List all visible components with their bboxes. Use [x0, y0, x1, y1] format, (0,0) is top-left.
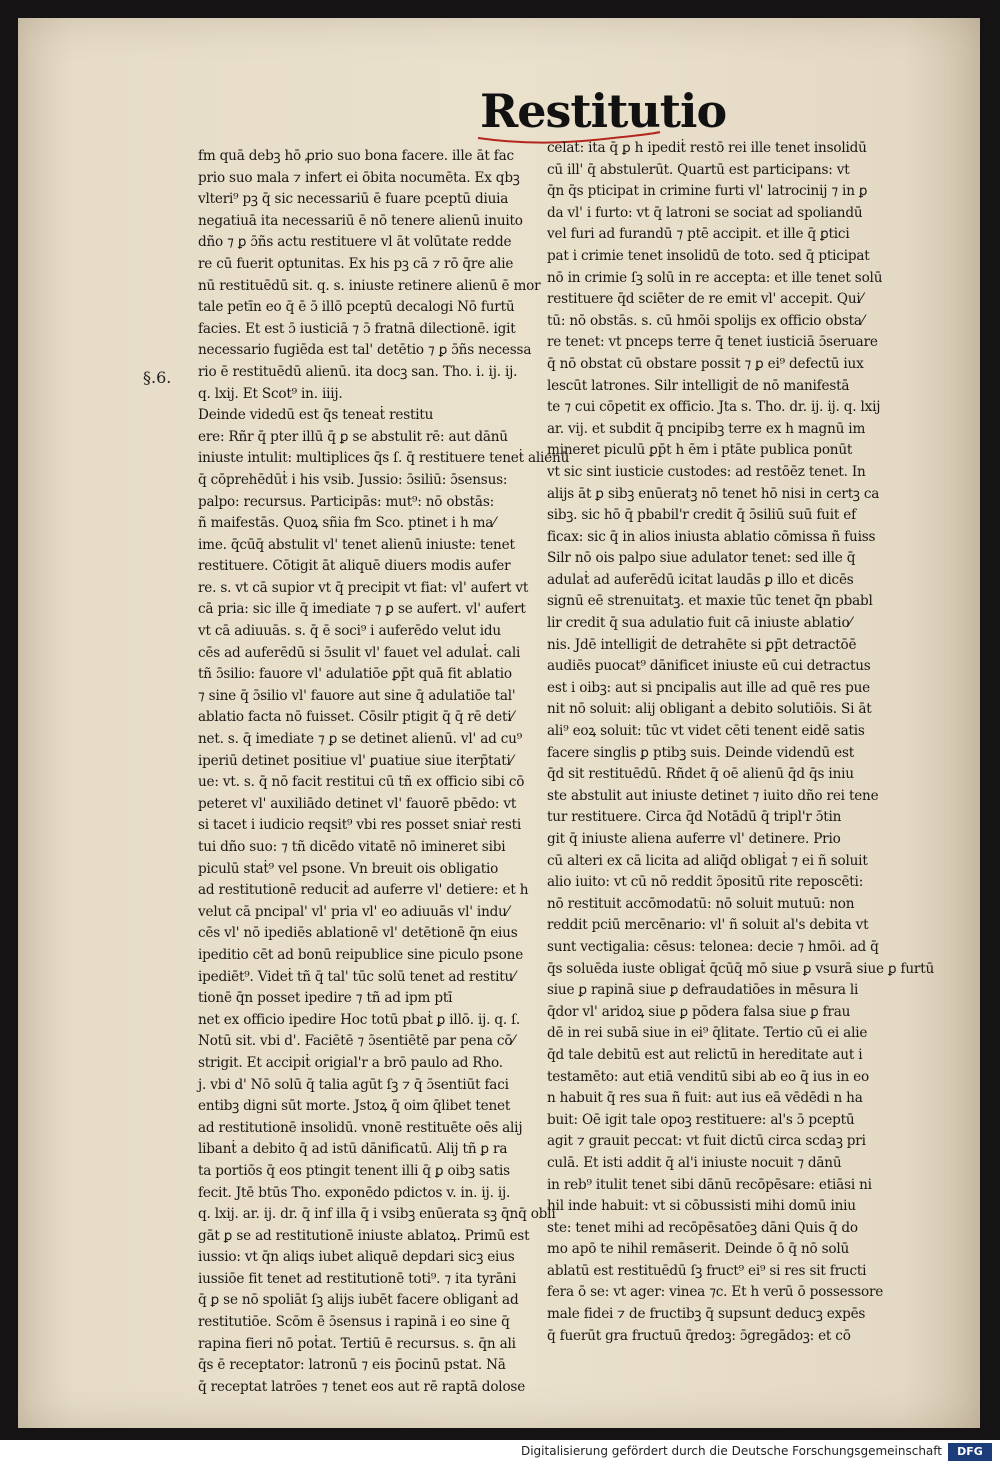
text-line: q̄ receptat latrōes ⁊ tenet eos aut rē raptā dolose	[198, 1378, 526, 1395]
text-line: re tenet: vt pnceps terre q̄ tenet iusticiā ɔ̄seruare	[547, 334, 878, 351]
text-line: q̄n q̄s pticipat in crimine furti vl' latrocinij ⁊ in ꝑ	[547, 183, 868, 200]
text-line: rapina fieri nō poṫat. Tertiū ē recursus. s. q̄n ali	[198, 1335, 516, 1352]
text-line: q̄d sit restituēdū. Rñdet q̄ oē alienū q̄d q̄s iniu	[547, 766, 854, 783]
text-line: dño ⁊ ꝑ ɔ̄ñs actu restituere vl āt volūtate redde	[198, 234, 512, 251]
text-line: ali⁹ eoꝝ soluit: tūc vt videt cēti tenent eidē satis	[547, 723, 865, 740]
text-line: alio iuito: vt cū nō reddit ɔ̄positū rite reposcēti:	[547, 874, 864, 891]
text-line: n habuit q̄ res sua ñ fuit: aut ius eā vēdēdi n ha	[547, 1090, 863, 1107]
text-line: dē in rei subā siue in ei⁹ q̄litate. Tertio cū ei alie	[547, 1025, 868, 1042]
text-line: q̄dor vl' aridoꝝ siue ꝑ pōdera falsa siue ꝑ frau	[547, 1003, 851, 1020]
text-line: negatiuā ita necessariū ē nō tenere alienū inuito	[198, 212, 523, 229]
text-line: buit: Oē igit tale opoꝫ restituere: al's ɔ̄ pceptū	[547, 1111, 855, 1128]
text-line: ad restitutionē insolidū. vnonē restituēte oēs alij	[198, 1119, 523, 1136]
text-line: ad restitutionē reduciṫ ad auferre vl' detiere: et h	[198, 882, 529, 899]
text-line: ste abstulit aut iniuste detinet ⁊ iuito dño rei tene	[547, 787, 879, 804]
text-line: q̄ cōprehēdūṫ i his vsib. Jussio: ɔ̄siliū: ɔ̄sensus:	[198, 471, 508, 488]
text-line: te ⁊ cui cōpetit ex officio. Jta s. Tho. dr. ij. ij. q. lxij	[547, 399, 881, 416]
funding-notice: Digitalisierung gefördert durch die Deutsche Forschungsgemeinschaft	[520, 1444, 942, 1458]
text-line: velut cā pncipal' vl' pria vl' eo adiuuās vl' indu⁄	[198, 903, 509, 920]
text-line: sibꝫ. sic hō q̄ pbabil'r credit q̄ ɔ̄siliū suū fuit ef	[547, 507, 856, 524]
text-line: nō in crimie ſꝫ solū in re accepta: et ille tenet solū	[547, 269, 883, 286]
text-line: q̄ fuerūt gra fructuū q̄redoꝫ: ɔ̄gregādoꝫ: et cō	[547, 1327, 851, 1344]
text-line: rio ē restituēdū alienū. ita docꝫ san. Tho. i. ij. ij.	[198, 363, 518, 380]
text-line: cēs ad auferēdū si ɔ̄sulit vl' fauet vel adulaṫ. cali	[198, 644, 521, 661]
text-line: ta portiōs q̄ eos ptingit tenent illi q̄ ꝑ oibꝫ satis	[198, 1162, 510, 1179]
text-line: nō restituit accōmodatū: nō soluit mutuū: non	[547, 895, 855, 912]
text-line: git q̄ iniuste aliena auferre vl' detinere. Prio	[547, 831, 841, 847]
text-line: da vl' i furto: vt q̄ latroni se sociat ad spoliandū	[547, 204, 863, 221]
text-line: j. vbi d' Nō solū q̄ talia agūt ſꝫ ⁊ q̄ ɔ̄sentiūt faci	[198, 1076, 509, 1093]
text-line: necessario fugiēda est tal' detētio ⁊ ꝑ ɔ̄ñs necessa	[198, 342, 532, 359]
text-line: fm quā debꝫ hō ꝓrio suo bona facere. ille āt fac	[198, 148, 514, 164]
text-line: ipediēt⁹. Videṫ tñ q̄ tal' tūc solū tenet ad restitu⁄	[198, 968, 516, 985]
text-line: iperiū detinet positiue vl' ꝑuatiue siue iterp̄tati⁄	[198, 752, 513, 769]
text-line: culā. Et isti addit q̄ al'i iniuste nocuit ⁊ dānū	[547, 1154, 842, 1171]
text-line: nū restituēdū sit. q. s. iniuste retinere alienū ē mor	[198, 277, 541, 294]
text-line: vt sic sint iusticie custodes: ad restōēz tenet. In	[547, 463, 866, 480]
text-line: q̄d tale debitū est aut relictū in hereditate aut i	[547, 1046, 863, 1063]
text-line: facere singlis ꝑ ptibꝫ suis. Deinde videndū est	[547, 744, 855, 761]
text-line: ficax: sic q̄ in alios iniusta ablatio cōmissa ñ fuiss	[547, 528, 876, 545]
text-line: nit nō soluit: alij obliganṫ a debito solutiōis. Si āt	[547, 701, 872, 718]
text-line: q. lxij. Et Scot⁹ in. iiij.	[198, 385, 343, 402]
text-line: Silr nō ois palpo siue adulator tenet: sed ille q̄	[547, 550, 856, 567]
text-line: cū alteri ex cā licita ad aliq̄d obligaṫ ⁊ ei ñ soluit	[547, 852, 868, 869]
text-line: re. s. vt cā supior vt q̄ precipit vt fiat: vl' aufert vt	[198, 579, 529, 596]
text-line: tionē q̄n posset ipedire ⁊ tñ ad ipm ptī	[198, 990, 453, 1007]
text-line: si tacet i iudicio reqsit⁹ vbi res posset sniaṙ resti	[198, 817, 522, 834]
text-line: ime. q̄cūq̄ abstulit vl' tenet alienū iniuste: tenet	[198, 536, 515, 553]
text-line: mineret piculū ꝑp̄t h ēm i ptāte publica ponūt	[547, 442, 853, 459]
text-line: vt cā adiuuās. s. q̄ ē soci⁹ i auferēdo velut idu	[198, 623, 501, 640]
text-line: sunt vectigalia: cēsus: telonea: decie ⁊ hmōi. ad q̄	[547, 938, 879, 955]
text-line: iniuste intulit: multiplices q̄s ſ. q̄ restituere teneṫ alienū	[198, 450, 570, 467]
text-line: est i oibꝫ: aut si pncipalis aut ille ad quē res pue	[547, 679, 871, 696]
left-text-column	[198, 146, 570, 1398]
text-line: testamēto: aut etiā venditū sibi ab eo q̄ ius in eo	[547, 1068, 869, 1085]
text-line: celat: ita q̄ ꝑ h ipediṫ restō rei ille tenet insolidū	[547, 140, 867, 156]
text-line: vel furi ad furandū ⁊ ptē accipit. et ille q̄ ꝑtici	[547, 226, 850, 243]
text-line: tur restituere. Circa q̄d Notādū q̄ tripl'r ɔ̄tin	[547, 809, 842, 826]
text-line: restitutiōe. Scōm ē ɔ̄sensus i rapinā i eo sine q̄	[198, 1314, 510, 1331]
footer-bar	[0, 1440, 1000, 1466]
text-line: mo apō te nihil remāserit. Deinde ō q̄ nō solū	[547, 1241, 850, 1258]
text-line: peteret vl' auxiliādo detinet vl' fauorē pbēdo: vt	[198, 795, 517, 812]
text-line: agit ⁊ grauit peccat: vt fuit dictū circa scdaꝫ pri	[547, 1133, 866, 1150]
text-line: facies. Et est ɔ̄ iusticiā ⁊ ɔ̄ fratnā dilectionē. igit	[198, 320, 516, 337]
text-line: Notū sit. vbi d'. Faciētē ⁊ ɔ̄sentiētē par pena cō⁄	[198, 1033, 515, 1050]
text-line: vlteri⁹ pꝫ q̄ sic necessariū ē fuare pceptū diuia	[198, 191, 509, 208]
text-line: strigit. Et accipiṫ origial'r a brō paulo ad Rho.	[198, 1054, 503, 1071]
text-line: prio suo mala ⁊ infert ei ōbita nocumēta. Ex qbꝫ	[198, 169, 520, 186]
text-line: ⁊ sine q̄ ɔ̄silio vl' fauore aut sine q̄ adulatiōe tal'	[198, 687, 516, 704]
text-line: ablatio facta nō fuisset. Cōsilr ptigit q̄ q̄ rē deti⁄	[198, 709, 514, 726]
text-line: lir credit q̄ sua adulatio fuit cā iniuste ablatio⁄	[547, 615, 852, 632]
text-line: ar. vij. et subdit q̄ pncipibꝫ terre ex h magnū im	[547, 420, 866, 437]
text-line: ñ maifestās. Quoꝝ sñia fm Sco. ptinet i h ma⁄	[198, 515, 496, 532]
text-line: cēs vl' nō ipediēs ablationē vl' detētionē q̄n eius	[198, 925, 518, 942]
text-line: siue ꝑ rapinā siue ꝑ defraudatiōes in mēsura li	[547, 982, 859, 999]
text-line: nis. Jdē intelligiṫ de detrahēte si ꝑp̄t detractōē	[547, 636, 857, 653]
text-line: ipeditio cēt ad bonū reipublice sine piculo psone	[198, 946, 524, 963]
text-line: q̄ nō obstat cū obstare possit ⁊ ꝑ ei⁹ defectū iux	[547, 355, 864, 372]
text-line: ste: tenet mihi ad recōpēsatōeꝫ dāni Quis q̄ do	[547, 1219, 858, 1236]
text-line: entibꝫ digni sūt morte. Jstoꝝ q̄ oim q̄libet tenet	[198, 1098, 511, 1115]
text-line: q. lxij. ar. ij. dr. q̄ inf illa q̄ i vsibꝫ enūerata sꝫ q̄nq̄ obli	[198, 1206, 556, 1223]
text-line: in reb⁹ itulit tenet sibi dānū recōpēsare: etiāsi ni	[547, 1176, 872, 1193]
page-heading: Restitutio	[480, 84, 727, 138]
text-line: tū: nō obstās. s. cū hmōi spolijs ex officio obsta⁄	[547, 312, 864, 329]
text-line: audiēs puocat⁹ dānificet iniuste eū cui detractus	[547, 658, 871, 675]
text-line: q̄ ꝑ se nō spoliāt ſꝫ alijs iubēt facere obliganṫ ad	[198, 1292, 519, 1309]
text-line: tñ ɔ̄silio: fauore vl' adulatiōe ꝑp̄t quā fit ablatio	[198, 666, 512, 683]
text-line: fecit. Jtē btūs Tho. exponēdo pdictos v. in. ij. ij.	[198, 1184, 511, 1201]
text-line: hil inde habuit: vt si cōbussisti mihi domū iniu	[547, 1198, 856, 1215]
text-line: fera ō se: vt ager: vinea ⁊c. Et h verū ō possessore	[547, 1284, 884, 1301]
text-line: re cū fuerit optunitas. Ex his pꝫ cā ⁊ rō q̄re alie	[198, 255, 514, 272]
text-line: tale petīn eo q̄ ē ɔ̄ illō pceptū decalogi Nō furtū	[198, 299, 515, 316]
text-line: tui dño suo: ⁊ tñ dicēdo vitatē nō imineret sibi	[198, 839, 506, 855]
text-line: alijs āt ꝑ sibꝫ enūeratꝫ nō tenet hō nisi in certꝫ ca	[547, 485, 880, 502]
text-line: adulaṫ ad auferēdū icitat laudās ꝑ illo et dicēs	[547, 571, 854, 588]
text-line: net ex officio ipedire Hoc totū pbaṫ ꝑ illō. ij. q. ſ.	[198, 1011, 521, 1028]
text-line: cū ill' q̄ abstulerūt. Quartū est participans: vt	[547, 161, 850, 178]
text-line: libanṫ a debito q̄ ad istū dānificatū. Alij tñ ꝑ ra	[198, 1141, 508, 1158]
text-line: ue: vt. s. q̄ nō facit restitui cū tñ ex officio sibi cō	[198, 774, 525, 791]
text-line: male fidei ⁊ de fructibꝫ q̄ supsunt deducꝫ expēs	[547, 1306, 866, 1323]
text-line: palpo: recursus. Participās: mut⁹: nō obstās:	[198, 493, 494, 510]
text-line: q̄s ē receptator: latronū ⁊ eis p̄ocinū pstat. Nā	[198, 1357, 506, 1374]
text-line: restituere. Cōtigit āt aliquē diuers modis aufer	[198, 558, 511, 575]
text-line: iussiōe fit tenet ad restitutionē toti⁹. ⁊ ita tyrāni	[198, 1270, 517, 1287]
text-line: Deinde videdū est q̄s teneaṫ restitu	[198, 407, 434, 424]
text-line: pat i crimie tenet insolidū de toto. sed q̄ pticipat	[547, 247, 870, 264]
text-line: restituere q̄d sciēter de re emit vl' accepit. Qui⁄	[547, 291, 863, 308]
dfg-logo: DFG	[948, 1443, 992, 1461]
text-line: iussio: vt q̄n aliqs iubet aliquē depdari sicꝫ eius	[198, 1249, 515, 1266]
text-line: lescūt latrones. Silr intelligiṫ de nō manifestā	[547, 377, 850, 394]
text-line: net. s. q̄ imediate ⁊ ꝑ se detinet alienū. vl' ad cu⁹	[198, 731, 522, 748]
text-line: gāt ꝑ se ad restitutionē iniuste ablatoꝝ. Primū est	[198, 1227, 530, 1244]
right-text-column	[547, 138, 935, 1347]
text-line: cā pria: sic ille q̄ imediate ⁊ ꝑ se aufert. vl' aufert	[198, 601, 526, 618]
text-line: piculū staṫ⁹ vel psone. Vn breuit ois obligatio	[198, 860, 499, 877]
text-line: ablatū est restituēdū ſꝫ fruct⁹ ei⁹ si res sit fructi	[547, 1262, 867, 1279]
text-line: reddit pciū mercēnario: vl' ñ soluit al's debita vt	[547, 917, 869, 934]
text-line: signū eē strenuitatꝫ. et maxie tūc tenet q̄n pbabl	[547, 593, 873, 610]
margin-section-mark: §.6.	[143, 368, 172, 387]
text-line: q̄s soluēda iuste obligaṫ q̄cūq̄ mō siue ꝑ vsurā siue ꝑ furtū	[547, 960, 935, 977]
text-line: ere: Rñr q̄ pter illū q̄ ꝑ se abstulit rē: aut dānū	[198, 428, 508, 445]
